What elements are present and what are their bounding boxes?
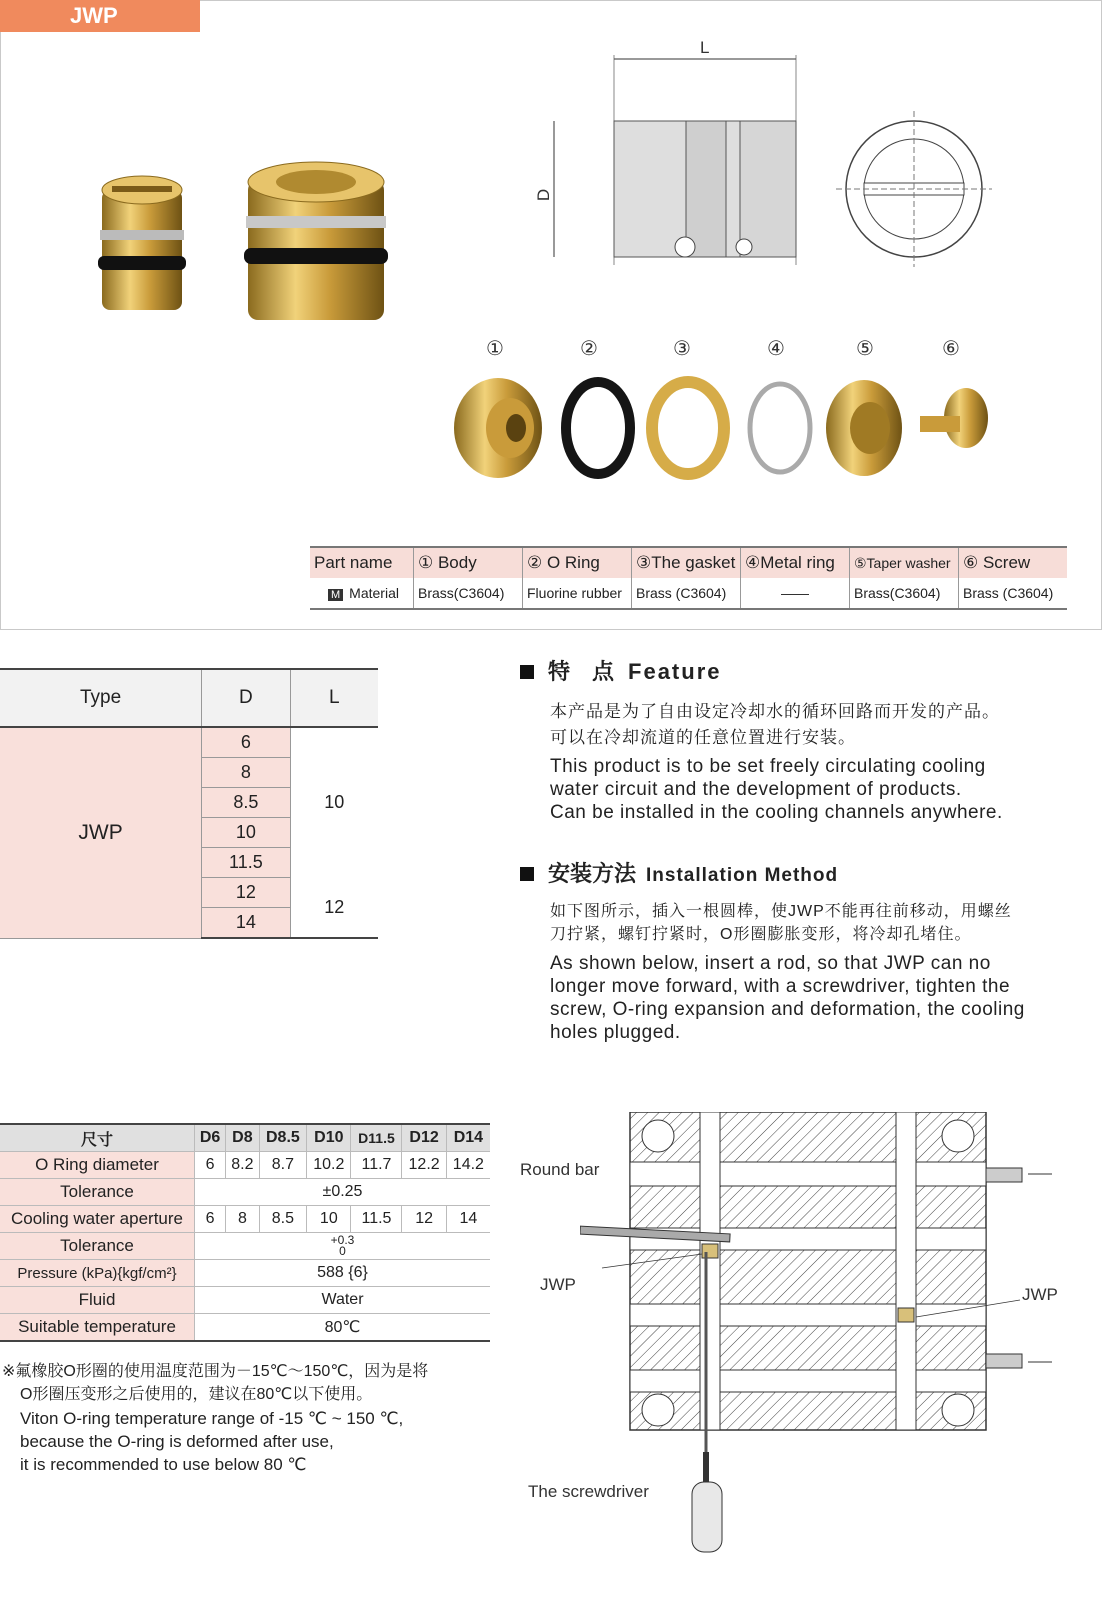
- material-icon: M: [328, 589, 343, 601]
- install-title-en: Installation Method: [646, 865, 839, 886]
- material-header-cell: [310, 578, 414, 609]
- type-header: Type: [0, 669, 202, 727]
- square-bullet-icon: [520, 665, 534, 679]
- spec-header: D12: [402, 1124, 446, 1152]
- spec-cell: 588 {6}: [195, 1260, 491, 1287]
- install-zh-line: 如下图所示，插入一根圆棒，使JWP不能再往前移动，用螺丝: [550, 903, 1012, 920]
- note-en-line: it is recommended to use below 80 ℃: [20, 1455, 307, 1474]
- spec-cell: 14.2: [446, 1152, 490, 1179]
- spec-table: [0, 1123, 490, 1342]
- part-number-2: ②: [580, 338, 598, 360]
- spec-header: D11.5: [351, 1124, 402, 1152]
- spec-cell: 8: [226, 1206, 259, 1233]
- tolerance-upper: +0.3: [330, 1233, 355, 1247]
- dimension-l-label: L: [700, 38, 710, 57]
- jwp-plug: [898, 1308, 914, 1322]
- part-name-cell: ③The gasket: [632, 547, 741, 578]
- spec-header: D8.5: [259, 1124, 307, 1152]
- spec-cell: 8.5: [259, 1206, 307, 1233]
- round-bar-label: Round bar: [520, 1160, 600, 1179]
- spec-cell: 10.2: [307, 1152, 351, 1179]
- material-cell: Brass (C3604): [959, 578, 1068, 609]
- tolerance-lower: 0: [339, 1244, 346, 1258]
- jwp-left-label: JWP: [540, 1275, 576, 1294]
- install-en-line: screw, O-ring expansion and deformation, the cooling: [550, 999, 1025, 1020]
- ejector-hole: [942, 1394, 974, 1426]
- material-cell: ——: [741, 578, 850, 609]
- install-title-zh: 安装方法: [548, 861, 637, 886]
- material-cell: Brass (C3604): [632, 578, 741, 609]
- product-tag: JWP: [0, 0, 200, 32]
- spec-cell: [195, 1233, 491, 1260]
- spec-cell: 14: [446, 1206, 490, 1233]
- metal-ring-part-photo: [750, 384, 810, 472]
- screwdriver-label: The screwdriver: [528, 1482, 649, 1501]
- d-cell: 12: [202, 878, 290, 908]
- spec-cell: Water: [195, 1287, 491, 1314]
- l-cell: 12: [290, 878, 378, 939]
- feature-title-zh: 特 点: [548, 659, 615, 684]
- feature-en-line: water circuit and the development of products.: [550, 779, 962, 800]
- technical-drawing: [530, 35, 1000, 275]
- spec-cell: 11.5: [351, 1206, 402, 1233]
- part-name-header: Part name: [310, 547, 414, 578]
- feature-title-en: Feature: [628, 659, 722, 684]
- part-name-cell: ② O Ring: [523, 547, 632, 578]
- d-cell: 11.5: [202, 848, 290, 878]
- l-header: L: [290, 669, 378, 727]
- spec-header: 尺寸: [0, 1124, 195, 1152]
- parts-table: [310, 546, 1067, 610]
- gasket-part-photo: [652, 382, 724, 474]
- fitting: [986, 1168, 1022, 1182]
- spec-cell: 80℃: [195, 1314, 491, 1342]
- installation-diagram: [580, 1112, 1060, 1592]
- part-number-4: ④: [767, 338, 785, 360]
- type-cell: JWP: [0, 727, 202, 938]
- l-cell: 10: [290, 727, 378, 878]
- spec-cell: ±0.25: [195, 1179, 491, 1206]
- spec-cell: 8.2: [226, 1152, 259, 1179]
- feature-en-line: Can be installed in the cooling channels anywhere.: [550, 802, 1003, 823]
- install-en-line: holes plugged.: [550, 1022, 681, 1043]
- part-number-1: ①: [486, 338, 504, 360]
- spec-row-label: Tolerance: [0, 1233, 195, 1260]
- square-bullet-icon: [520, 867, 534, 881]
- part-name-cell: ④Metal ring: [741, 547, 850, 578]
- feature-en-line: This product is to be set freely circulating cooling: [550, 756, 986, 777]
- spec-cell: 11.7: [351, 1152, 402, 1179]
- spec-row-label: Tolerance: [0, 1179, 195, 1206]
- d-cell: 14: [202, 908, 290, 939]
- o-ring-part-photo: [566, 382, 630, 474]
- spec-header: D6: [195, 1124, 226, 1152]
- spec-row-label: Pressure (kPa){kgf/cm²}: [0, 1260, 195, 1287]
- dimension-d-label: D: [534, 188, 554, 202]
- d-cell: 8.5: [202, 788, 290, 818]
- install-heading: [520, 857, 838, 888]
- jwp-right-label: JWP: [1022, 1285, 1058, 1304]
- note-en-line: because the O-ring is deformed after use,: [20, 1432, 334, 1451]
- ejector-hole: [642, 1394, 674, 1426]
- body-part-photo: [454, 378, 542, 478]
- part-name-cell: ① Body: [414, 547, 523, 578]
- d-cell: 10: [202, 818, 290, 848]
- material-header: Material: [349, 585, 399, 601]
- part-number-6: ⑥: [942, 338, 960, 360]
- spec-cell: 6: [195, 1152, 226, 1179]
- spec-cell: 6: [195, 1206, 226, 1233]
- note-zh-line: O形圈压变形之后使用的，建议在80℃以下使用。: [20, 1386, 373, 1403]
- material-cell: Fluorine rubber: [523, 578, 632, 609]
- spec-header: D10: [307, 1124, 351, 1152]
- spec-cell: 10: [307, 1206, 351, 1233]
- spec-cell: 12.2: [402, 1152, 446, 1179]
- large-plug-photo: [244, 162, 388, 320]
- note-en-line: Viton O-ring temperature range of -15 ℃ ~ 150 ℃,: [20, 1409, 404, 1428]
- part-name-cell: ⑤Taper washer: [850, 547, 959, 578]
- spec-header: D8: [226, 1124, 259, 1152]
- part-name-cell: ⑥ Screw: [959, 547, 1068, 578]
- jwp-plug: [702, 1244, 718, 1258]
- d-cell: 6: [202, 727, 290, 758]
- part-number-5: ⑤: [856, 338, 874, 360]
- d-header: D: [202, 669, 290, 727]
- install-en-line: longer move forward, with a screwdriver, tighten the: [550, 976, 1011, 997]
- spec-cell: 8.7: [259, 1152, 307, 1179]
- feature-zh-line: 本产品是为了自由设定冷却水的循环回路而开发的产品。: [550, 702, 1000, 721]
- spec-row-label: Cooling water aperture: [0, 1206, 195, 1233]
- d-cell: 8: [202, 758, 290, 788]
- install-en-line: As shown below, insert a rod, so that JWP can no: [550, 953, 991, 974]
- part-number-3: ③: [673, 338, 691, 360]
- small-plug-photo: [98, 176, 186, 310]
- install-zh-line: 刀拧紧，螺钉拧紧时，O形圈膨胀变形，将冷却孔堵住。: [550, 926, 972, 943]
- material-cell: Brass(C3604): [850, 578, 959, 609]
- screwdriver-handle: [692, 1482, 722, 1552]
- spec-row-label: Suitable temperature: [0, 1314, 195, 1342]
- spec-cell: 12: [402, 1206, 446, 1233]
- spec-row-label: Fluid: [0, 1287, 195, 1314]
- exploded-parts-photo: [450, 370, 1000, 490]
- screw-part-photo: [920, 388, 988, 448]
- ejector-hole: [642, 1120, 674, 1152]
- type-table: [0, 668, 378, 939]
- fitting: [986, 1354, 1022, 1368]
- material-cell: Brass(C3604): [414, 578, 523, 609]
- ejector-hole: [942, 1120, 974, 1152]
- spec-row-label: O Ring diameter: [0, 1152, 195, 1179]
- note-zh-line: ※氟橡胶O形圈的使用温度范围为－15℃～150℃，因为是将: [2, 1363, 429, 1380]
- taper-washer-part-photo: [826, 380, 902, 476]
- spec-header: D14: [446, 1124, 490, 1152]
- feature-zh-line: 可以在冷却流道的任意位置进行安装。: [550, 728, 856, 747]
- feature-heading: [520, 655, 722, 686]
- product-photo: [90, 160, 400, 340]
